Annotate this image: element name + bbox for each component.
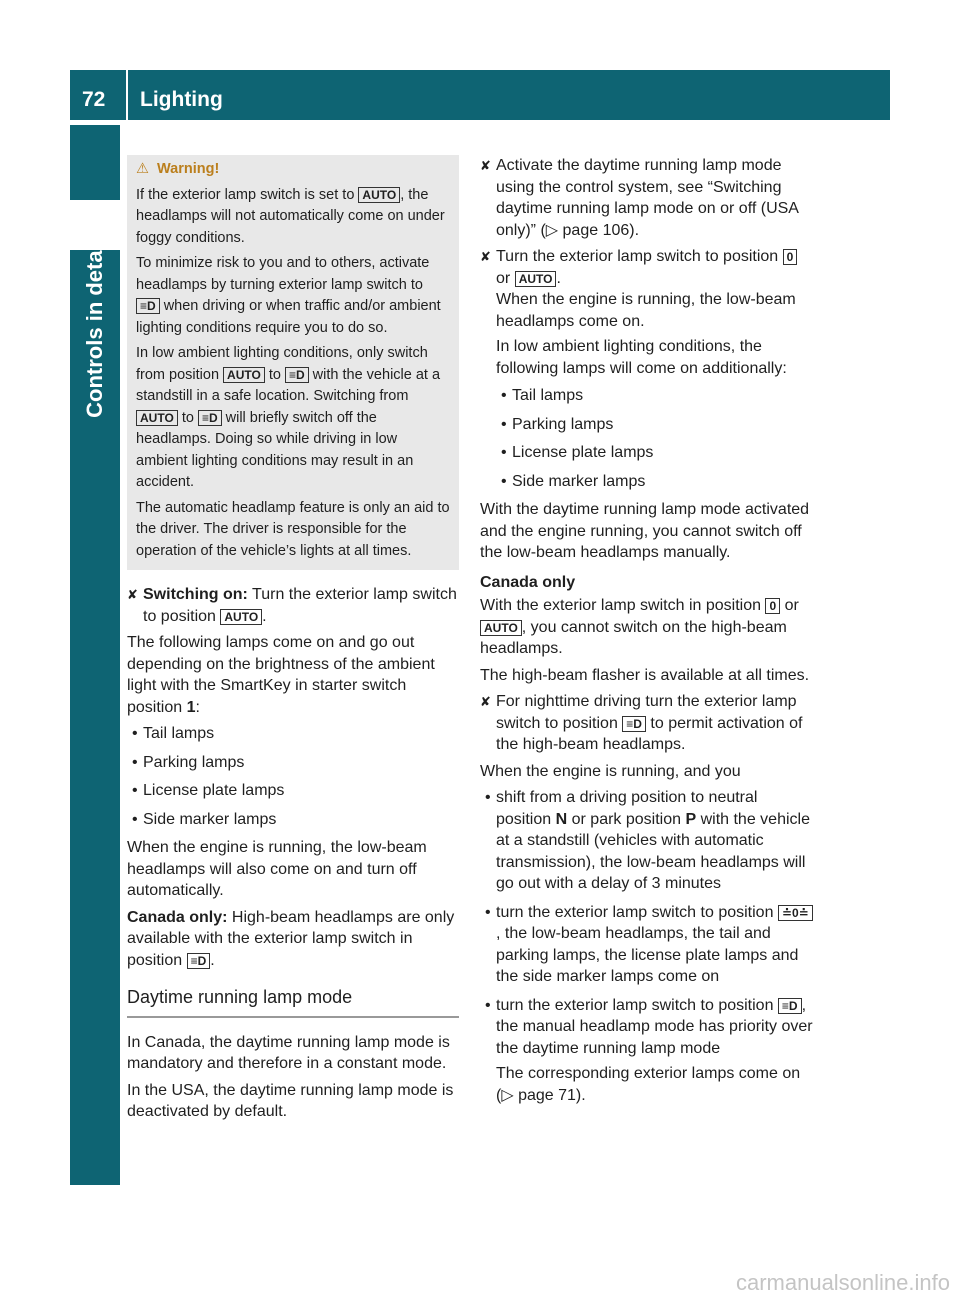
warning-paragraph: If the exterior lamp switch is set to AUTO , the headlamps will not automatically come on under foggy conditions. [136, 186, 445, 246]
right-column [480, 155, 814, 1113]
auto-symbol-icon: AUTO [136, 410, 178, 426]
list-item: • License plate lamps [496, 442, 814, 464]
body-paragraph: When the engine is running, the low-beam headlamps will also come on and turn off automatically. [127, 839, 427, 899]
list-item: • turn the exterior lamp switch to position ≐0≐, the low-beam headlamps, the tail and parking lamps, the license plate lamps and the side marker lamps come on [480, 902, 814, 988]
list-item: • Parking lamps [496, 414, 814, 436]
warning-paragraph: The automatic headlamp feature is only an aid to the driver. The driver is responsible for the operation of the vehicle’s lights at all times. [136, 499, 450, 559]
warning-title: ⚠ Warning! [136, 159, 450, 181]
auto-symbol-icon: AUTO [220, 609, 262, 625]
subheading: Canada only [480, 573, 576, 591]
low-beam-symbol-icon: ≡D [187, 953, 211, 969]
side-tab-label: Controls in detail [82, 238, 107, 418]
step-detail: When the engine is running, the low-beam headlamps come on. [496, 291, 796, 330]
section-title: Lighting [140, 88, 223, 111]
warning-triangle-icon: ⚠ [136, 161, 149, 177]
auto-symbol-icon: AUTO [515, 271, 557, 287]
list-item: • Tail lamps [496, 385, 814, 407]
page-number: 72 [82, 88, 106, 111]
warning-box [127, 155, 459, 570]
instruction-step: ✘ Switching on: Turn the exterior lamp switch to position AUTO . [127, 584, 459, 627]
left-column [127, 155, 459, 1128]
list-item: • Parking lamps [127, 752, 459, 774]
step-detail: In low ambient lighting conditions, the following lamps will come on additionally: [496, 338, 787, 377]
low-beam-symbol-icon: ≡D [285, 367, 309, 383]
warning-paragraph: To minimize risk to you and to others, activate headlamps by turning exterior lamp switch to ≡D when driving or when traffic and/or ambient lighting conditions require you to do so. [136, 255, 441, 336]
body-paragraph: In the USA, the daytime running lamp mode is deactivated by default. [127, 1081, 454, 1120]
body-paragraph: Canada only: High-beam headlamps are only available with the exterior lamp switch in position ≡D . [127, 908, 455, 969]
auto-symbol-icon: AUTO [480, 620, 522, 636]
body-paragraph: In Canada, the daytime running lamp mode is mandatory and therefore in a constant mode. [127, 1033, 450, 1072]
instruction-step: ✘ Turn the exterior lamp switch to position 0 or AUTO . When the engine is running, the low-beam headlamps come on. In low ambient lighting conditions, the following lamps will come on additionally: • Tail lamps • Parking lamps • License plate lamps • Side marker lamps [480, 246, 814, 492]
auto-symbol-icon: AUTO [358, 187, 400, 203]
instruction-step: ✘ For nighttime driving turn the exterior lamp switch to position ≡D to permit activation of the high-beam headlamps. [480, 691, 814, 756]
list-item-detail: The corresponding exterior lamps come on (▷ page 71). [496, 1065, 801, 1104]
body-paragraph: When the engine is running, and you [480, 762, 741, 780]
list-item: • Side marker lamps [496, 471, 814, 493]
body-paragraph: With the exterior lamp switch in position 0 or AUTO , you cannot switch on the high-beam headlamps. [480, 597, 799, 657]
auto-symbol-icon: AUTO [223, 367, 265, 383]
instruction-step: ✘ Activate the daytime running lamp mode using the control system, see “Switching daytime running lamp mode on or off (USA only)” (▷ page 106). [480, 155, 814, 241]
header-divider [126, 70, 128, 120]
list-item: • Tail lamps [127, 723, 459, 745]
low-beam-symbol-icon: ≡D [778, 998, 802, 1014]
parking-lamp-symbol-icon: ≐0≐ [778, 905, 813, 921]
list-item: • Side marker lamps [127, 809, 459, 831]
section-heading: Daytime running lamp mode [127, 987, 459, 1018]
body-paragraph: The high-beam flasher is available at all times. [480, 666, 810, 684]
list-item: • shift from a driving position to neutral position N or park position P with the vehicle at a standstill (vehicles with automatic transmission), the low-beam headlamps will go out with a delay of 3 minutes [480, 787, 814, 895]
body-paragraph: The following lamps come on and go out depending on the brightness of the ambient light with the SmartKey in starter switch position 1: [127, 634, 435, 716]
low-beam-symbol-icon: ≡D [622, 716, 646, 732]
warning-paragraph: In low ambient lighting conditions, only switch from position AUTO to ≡D with the vehicle at a standstill in a safe location. Switching from AUTO to ≡D will briefly switch off the headlamps. Doing so while driving in low ambient lighting conditions may result in an accident. [136, 345, 441, 490]
low-beam-symbol-icon: ≡D [198, 410, 222, 426]
low-beam-symbol-icon: ≡D [136, 298, 160, 314]
body-paragraph: With the daytime running lamp mode activated and the engine running, you cannot switch off the low-beam headlamps manually. [480, 501, 810, 561]
zero-position-symbol-icon: 0 [765, 598, 780, 614]
list-item: • License plate lamps [127, 780, 459, 802]
watermark: carmanualsonline.info [735, 1270, 950, 1295]
list-item: • turn the exterior lamp switch to position ≡D , the manual headlamp mode has priority over the daytime running lamp mode The corresponding exterior lamps come on (▷ page 71). [480, 995, 814, 1107]
zero-position-symbol-icon: 0 [783, 249, 798, 265]
